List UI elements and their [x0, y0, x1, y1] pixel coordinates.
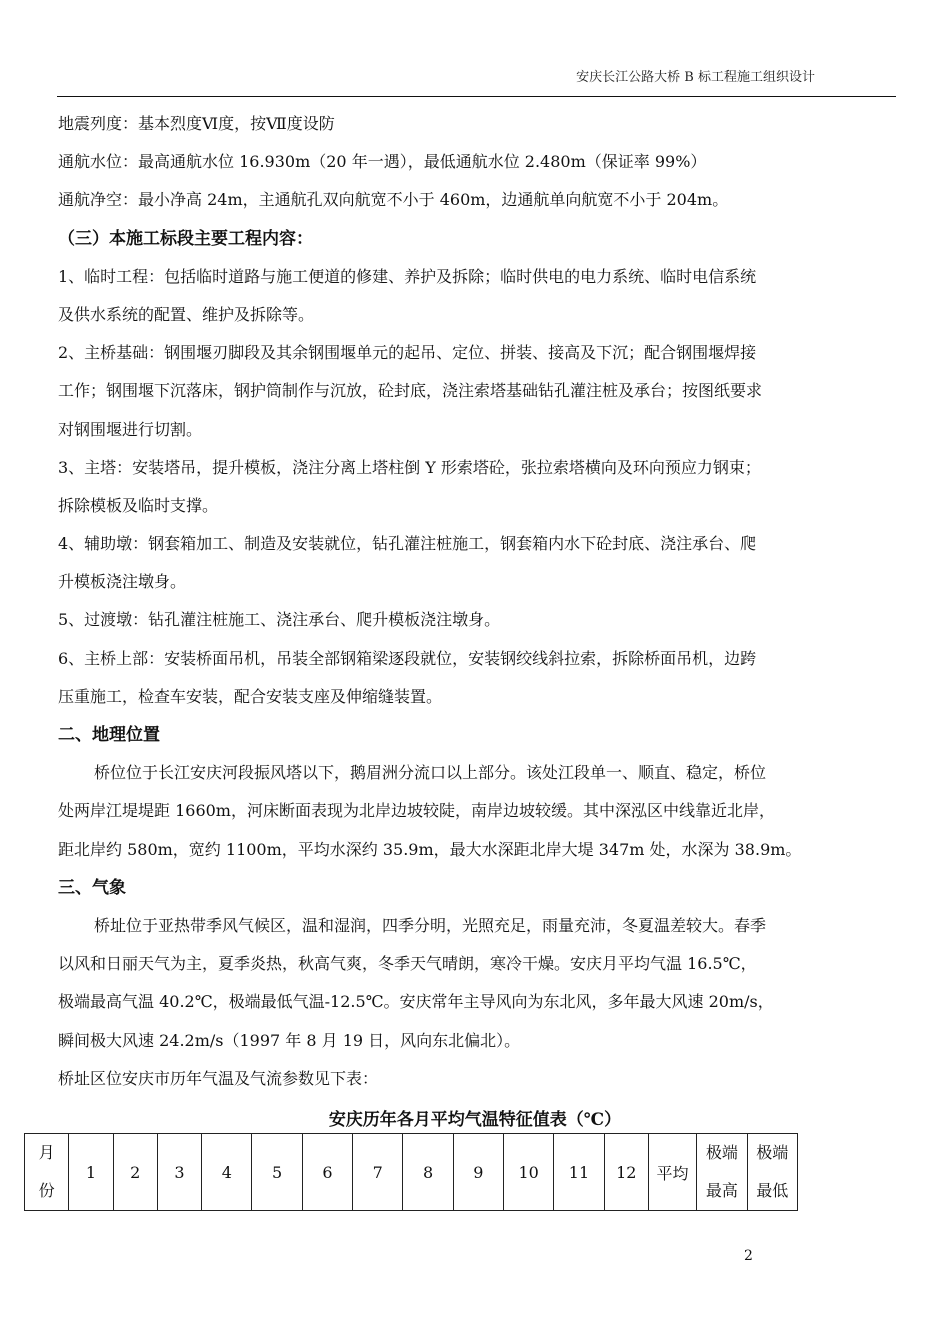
- paragraph-item-4-cont: 升模板浇注墩身。: [58, 572, 187, 592]
- paragraph-navigation-level: 通航水位：最高通航水位 16.930m（20 年一遇），最低通航水位 2.480m（保证率 99%）: [58, 152, 707, 172]
- table-header-cell: 12: [604, 1134, 648, 1211]
- page-number: 2: [744, 1248, 753, 1264]
- temperature-table: [24, 1133, 798, 1211]
- table-header-extreme-min: 极端 最低: [747, 1134, 797, 1211]
- paragraph-climate-cont: 瞬间极大风速 24.2m/s（1997 年 8 月 19 日，风向东北偏北）。: [58, 1030, 521, 1050]
- paragraph-navigation-clearance: 通航净空：最小净高 24m，主通航孔双向航宽不小于 460m，边通航单向航宽不小于 204m。: [58, 190, 729, 210]
- paragraph-table-intro: 桥址区位安庆市历年气温及气流参数见下表：: [58, 1068, 379, 1088]
- paragraph-climate-cont: 极端最高气温 40.2℃，极端最低气温-12.5℃。安庆常年主导风向为东北风，多年最大风速 20m/s，: [58, 992, 774, 1012]
- table-header-cell: 9: [453, 1134, 503, 1211]
- header-divider: [57, 96, 896, 97]
- table-header-cell: 3: [157, 1134, 201, 1211]
- paragraph-item-2: 2、主桥基础：钢围堰刃脚段及其余钢围堰单元的起吊、定位、拼装、接高及下沉；配合钢围堰焊接: [58, 343, 757, 363]
- heading-main-works: （三）本施工标段主要工程内容：: [58, 228, 313, 249]
- paragraph-item-5: 5、过渡墩：钻孔灌注桩施工、浇注承台、爬升模板浇注墩身。: [58, 610, 501, 630]
- table-header-cell: 7: [353, 1134, 403, 1211]
- paragraph-item-2-cont: 工作；钢围堰下沉落床，钢护筒制作与沉放，砼封底，浇注索塔基础钻孔灌注桩及承台；按图纸要求: [58, 381, 763, 401]
- paragraph-item-2-cont: 对钢围堰进行切割。: [58, 419, 203, 439]
- paragraph-item-3: 3、主塔：安装塔吊，提升模板，浇注分离上塔柱倒 Y 形索塔砼，张拉索塔横向及环向预应力钢束；: [58, 457, 761, 477]
- table-header-cell: 2: [113, 1134, 157, 1211]
- paragraph-item-4: 4、辅助墩：钢套箱加工、制造及安装就位，钻孔灌注桩施工，钢套箱内水下砼封底、浇注承台、爬: [58, 534, 757, 554]
- table-header-cell: 6: [302, 1134, 352, 1211]
- table-header-average: 平均: [648, 1134, 696, 1211]
- table-header-cell: 4: [202, 1134, 252, 1211]
- heading-climate: 三、气象: [58, 877, 126, 898]
- table-header-cell: 10: [504, 1134, 554, 1211]
- table-header-month: 月 份: [25, 1134, 69, 1211]
- paragraph-item-1-cont: 及供水系统的配置、维护及拆除等。: [58, 304, 315, 324]
- table-header-extreme-max: 极端 最高: [697, 1134, 747, 1211]
- paragraph-item-6-cont: 压重施工，检查车安装，配合安装支座及伸缩缝装置。: [58, 686, 443, 706]
- table-header-row: [25, 1134, 798, 1211]
- table-header-cell: 5: [252, 1134, 302, 1211]
- paragraph-item-6: 6、主桥上部：安装桥面吊机，吊装全部钢箱梁逐段就位，安装钢绞线斜拉索，拆除桥面吊机，边跨: [58, 648, 757, 668]
- paragraph-item-3-cont: 拆除模板及临时支撑。: [58, 495, 219, 515]
- paragraph-item-1: 1、临时工程：包括临时道路与施工便道的修建、养护及拆除；临时供电的电力系统、临时电信系统: [58, 266, 757, 286]
- paragraph-geography: 桥位位于长江安庆河段振风塔以下，鹅眉洲分流口以上部分。该处江段单一、顺直、稳定，桥位: [94, 763, 767, 783]
- table-header-cell: 11: [554, 1134, 604, 1211]
- document-body: [58, 105, 886, 1098]
- paragraph-geography-cont: 处两岸江堤堤距 1660m，河床断面表现为北岸边坡较陡，南岸边坡较缓。其中深泓区中线靠近北岸，: [58, 801, 775, 821]
- paragraph-climate-cont: 以风和日丽天气为主，夏季炎热，秋高气爽，冬季天气晴朗，寒冷干燥。安庆月平均气温 16.5℃，: [58, 954, 757, 974]
- paragraph-climate: 桥址位于亚热带季风气候区，温和湿润，四季分明，光照充足，雨量充沛，冬夏温差较大。春季: [94, 915, 767, 935]
- paragraph-geography-cont: 距北岸约 580m，宽约 1100m，平均水深约 35.9m，最大水深距北岸大堤 347m 处，水深为 38.9m。: [58, 839, 802, 859]
- table-header-cell: 1: [69, 1134, 113, 1211]
- table-header-cell: 8: [403, 1134, 453, 1211]
- heading-geography: 二、地理位置: [58, 725, 160, 745]
- page-header: 安庆长江公路大桥 B 标工程施工组织设计: [576, 70, 815, 85]
- table-title: 安庆历年各月平均气温特征值表（℃）: [328, 1110, 622, 1130]
- paragraph-seismic: 地震列度：基本烈度Ⅵ度，按Ⅶ度设防: [58, 114, 335, 133]
